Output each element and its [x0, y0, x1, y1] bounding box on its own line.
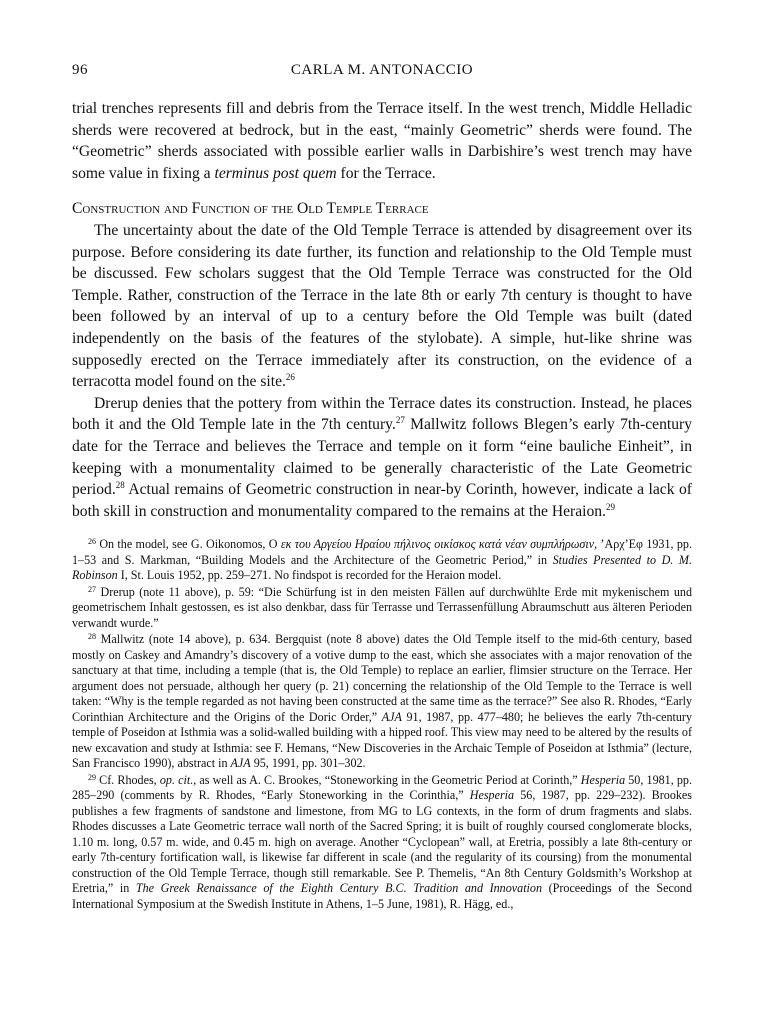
- running-head-author: CARLA M. ANTONACCIO: [290, 62, 474, 78]
- text-run: 95, 1991, pp. 301–302.: [250, 756, 366, 771]
- footnote-ref[interactable]: 27: [395, 415, 405, 426]
- text-run: 50, 1981, pp. 285–290 (comments by R. Rhodes, “Early Stoneworking in the Corinthia,”: [72, 772, 692, 803]
- paragraph-3: [72, 393, 692, 523]
- paragraph-2: [72, 220, 692, 393]
- section-heading: Construction and Function of the Old Temple Terrace: [72, 200, 429, 218]
- text-run: for the Terrace.: [336, 164, 436, 182]
- paragraph-1: [72, 98, 692, 184]
- footnote-ref[interactable]: 26: [285, 372, 295, 383]
- text-run: ’Αρχ’Εφ 1931, pp. 1–53 and S. Markman, “Building Models and the Architecture of the Geometric Period,” in: [72, 537, 692, 567]
- text-run: Mallwitz (note 14 above), p. 634. Bergquist (note 8 above) dates the Old Temple itself to the mid-6th century, based mostly on Caskey and Amandry’s discovery of a votive dump to the east, which she associates with a major renovation of the sanctuary at that time, including a temple (that is, the Old Temple) to replace an earlier, flimsier structure on the Terrace. Her argument does not persuade, although her query (p. 21) concerning the relationship of the Old Temple to the Terrace is well taken: “Why is the temple regarded as not having been constructed at the same time as the terrace?” See also R. Rhodes, “Early Corinthian Architecture and the Origins of the Doric Order,”: [72, 632, 693, 724]
- page-number: 96: [72, 62, 88, 78]
- footnote-29: [72, 773, 692, 913]
- footnote-number: 27: [88, 584, 96, 594]
- text-run: The uncertainty about the date of the Old Temple Terrace is attended by disagreement over its purpose. Before considering its date further, its function and relationship to the Old Temple must be discussed. Few scholars suggest that the Old Temple Terrace was constructed for the Old Temple. Rather, construction of the Terrace in the late 8th or early 7th century is thought to have been followed by an interval of up to a century before the Old Temple was built (dated independently on the basis of the features of the stylobate). A simple, hut-like shrine was supposedly erected on the Terrace immediately after its construction, on the evidence of a terracotta model found on the site.: [72, 221, 692, 391]
- text-run: On the model, see G. Oikonomos, Ο: [99, 537, 281, 552]
- footnote-26: [72, 537, 692, 584]
- text-run: 91, 1987, pp. 477–480; he believes the early 7th-century temple of Poseidon at Isthmia was a solid-walled building with a hipped roof. This view may need to be altered by the results of new excavation and study at Isthmia: see F. Hemans, “New Discoveries in the Archaic Temple of Poseidon at Isthmia” (lecture, San Francisco 1990), abstract in: [72, 709, 693, 771]
- text-run: Mallwitz follows Blegen’s early 7th-century date for the Terrace and believes the Terrace and temple on it form “eine bauliche Einheit”, in keeping with a monumentality claimed to be generally characteristic of the Late Geometric period.: [72, 416, 693, 499]
- text-run: 56, 1987, pp. 229–232). Brookes publishes a few fragments of sandstone and limestone, from MG to LG contexts, in the form of drum fragments and slabs. Rhodes discusses a Late Geometric terrace wall north of the Sacred Spring; it is built of roughly coursed conglomerate blocks, 1.10 m. long, 0.57 m. wide, and 0.45 m. high on average. Another “Cyclopean” wall, at Eretria, possibly a late 8th-century or early 7th-century fortification wall, is likewise far different in scale (and the regularity of its coursing) from the monumental construction of the Old Temple Terrace, though still remarkable. See P. Themelis, “An 8th Century Goldsmith’s Workshop at Eretria,” in: [72, 788, 692, 896]
- footnote-number: 26: [88, 537, 96, 547]
- footnote-number: 28: [88, 632, 96, 642]
- italic-abbrev: op. cit.: [159, 772, 194, 787]
- page: [72, 62, 692, 912]
- running-head: [72, 62, 692, 84]
- text-run: I, St. Louis 1952, pp. 259–271. No findspot is recorded for the Heraion model.: [117, 568, 502, 583]
- italic-term: terminus post quem: [214, 164, 337, 182]
- footnote-number: 29: [88, 772, 96, 782]
- text-run: (Proceedings of the Second International Symposium at the Swedish Institute in Athens, 1–5 June, 1981), R. Hägg, ed.,: [72, 881, 692, 911]
- footnote-27: [72, 585, 692, 632]
- italic-journal: AJA: [230, 756, 251, 771]
- footnote-28: [72, 632, 692, 772]
- italic-journal: Hesperia: [580, 772, 626, 787]
- italic-title: Studies Presented to D. M. Robinson: [72, 552, 692, 583]
- greek-title: εκ του Αργείου Ηραίου πήλινος οικίσκος κατά νέαν συμπλήρωσιν,: [280, 537, 598, 552]
- text-run: Cf. Rhodes,: [99, 772, 160, 787]
- text-run: Actual remains of Geometric construction in near-by Corinth, however, indicate a lack of both skill in construction and monumentality compared to the remains at the Heraion.: [72, 481, 692, 520]
- text-run: , as well as A. C. Brookes, “Stoneworking in the Geometric Period at Corinth,”: [193, 772, 581, 787]
- footnote-ref[interactable]: 28: [115, 480, 125, 491]
- text-run: Drerup (note 11 above), p. 59: “Die Schürfung ist in den meisten Fällen auf durchwühlte Erde mit mykenischem und geometrischem Inhalt gestossen, es ist also denkbar, dass für Terrasse und Terrassenfüllung Abraumschutt aus älteren Perioden verwandt wurde.”: [72, 584, 692, 630]
- body-text: [72, 98, 692, 522]
- footnote-ref[interactable]: 29: [605, 501, 615, 512]
- italic-title: The Greek Renaissance of the Eighth Century B.C. Tradition and Innovation: [135, 881, 543, 896]
- text-run: Drerup denies that the pottery from within the Terrace dates its construction. Instead, he places both it and the Old Temple late in the 7th century.: [72, 394, 692, 434]
- footnotes: [72, 537, 692, 912]
- text-run: trial trenches represents fill and debris from the Terrace itself. In the west trench, Middle Helladic sherds were recovered at bedrock, but in the east, “mainly Geometric” sherds were found. The “Geometric” sherds associated with possible earlier walls in Darbishire’s west trench may have some value in fixing a: [72, 100, 692, 182]
- italic-journal: Hesperia: [469, 788, 515, 803]
- italic-journal: AJA: [381, 709, 402, 724]
